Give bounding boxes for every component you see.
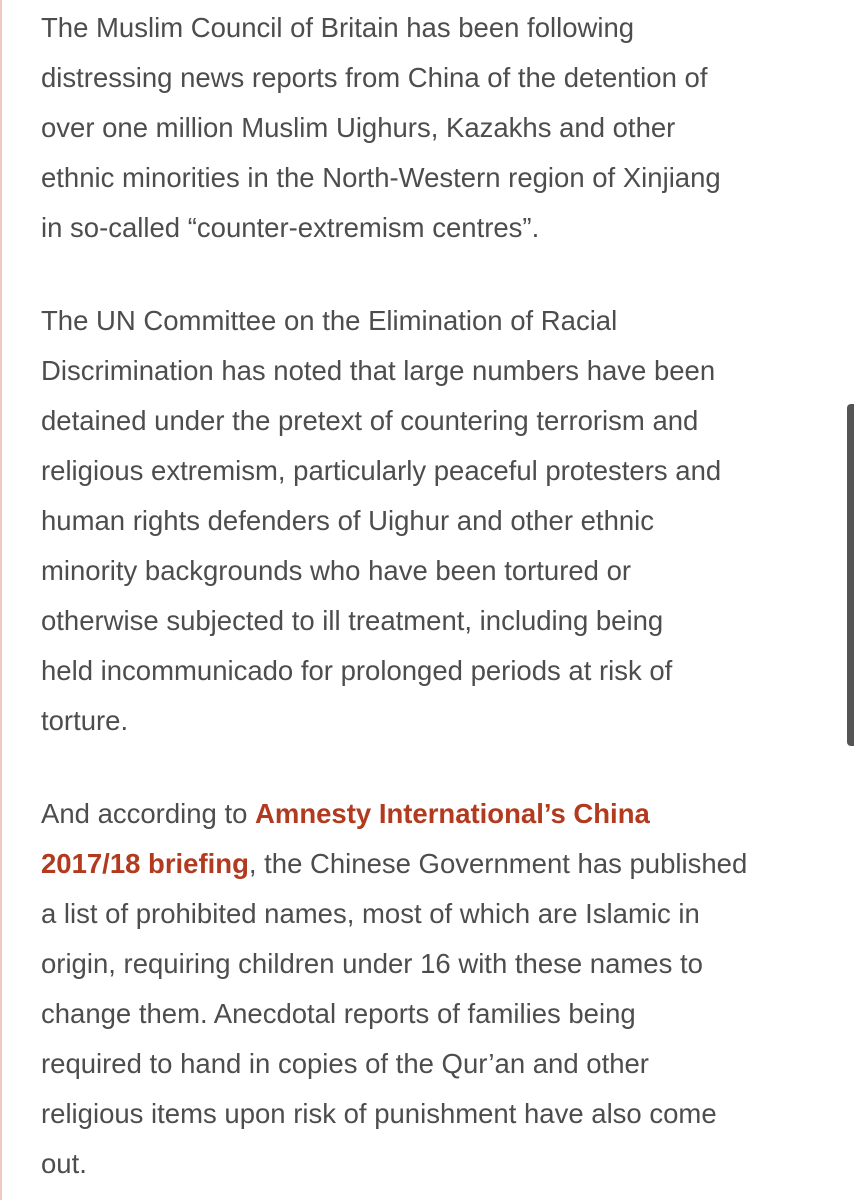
paragraph-1 — [41, 0, 831, 253]
text-line: in so-called “counter-extremism centres”. — [41, 212, 540, 243]
text-line: a list of prohibited names, most of which are Islamic in — [41, 898, 700, 929]
text-line: detained under the pretext of countering terrorism and — [41, 405, 699, 436]
text-line: torture. — [41, 705, 129, 736]
text-line: minority backgrounds who have been tortured or — [41, 555, 632, 586]
paragraph-3 — [41, 789, 831, 1189]
text-line: The UN Committee on the Elimination of Racial — [41, 305, 618, 336]
left-border-rule — [0, 0, 2, 1200]
text-line — [41, 839, 831, 889]
article-body — [41, 0, 831, 1189]
text-line: otherwise subjected to ill treatment, including being — [41, 605, 664, 636]
text-line: religious items upon risk of punishment have also come — [41, 1098, 717, 1129]
text-line: distressing news reports from China of the detention of — [41, 62, 708, 93]
text-line: over one million Muslim Uighurs, Kazakhs and other — [41, 112, 676, 143]
after-link-text: , the Chinese Government has published — [248, 848, 748, 879]
text-line: out. — [41, 1148, 87, 1179]
text-line: ethnic minorities in the North-Western region of Xinjiang — [41, 162, 721, 193]
text-line — [41, 789, 831, 839]
text-line: The Muslim Council of Britain has been following — [41, 12, 635, 43]
scrollbar-thumb[interactable] — [847, 404, 854, 746]
amnesty-briefing-link[interactable]: Amnesty International’s China — [255, 798, 650, 829]
text-line: held incommunicado for prolonged periods at risk of — [41, 655, 673, 686]
text-line: origin, requiring children under 16 with these names to — [41, 948, 703, 979]
text-line: required to hand in copies of the Qur’an and other — [41, 1048, 649, 1079]
amnesty-briefing-link-continued[interactable]: 2017/18 briefing — [41, 848, 249, 879]
lead-text: And according to — [41, 798, 256, 829]
text-line: change them. Anecdotal reports of families being — [41, 998, 636, 1029]
text-line: human rights defenders of Uighur and other ethnic — [41, 505, 655, 536]
text-line: Discrimination has noted that large numbers have been — [41, 355, 716, 386]
text-line: religious extremism, particularly peaceful protesters and — [41, 455, 722, 486]
paragraph-2 — [41, 296, 831, 746]
